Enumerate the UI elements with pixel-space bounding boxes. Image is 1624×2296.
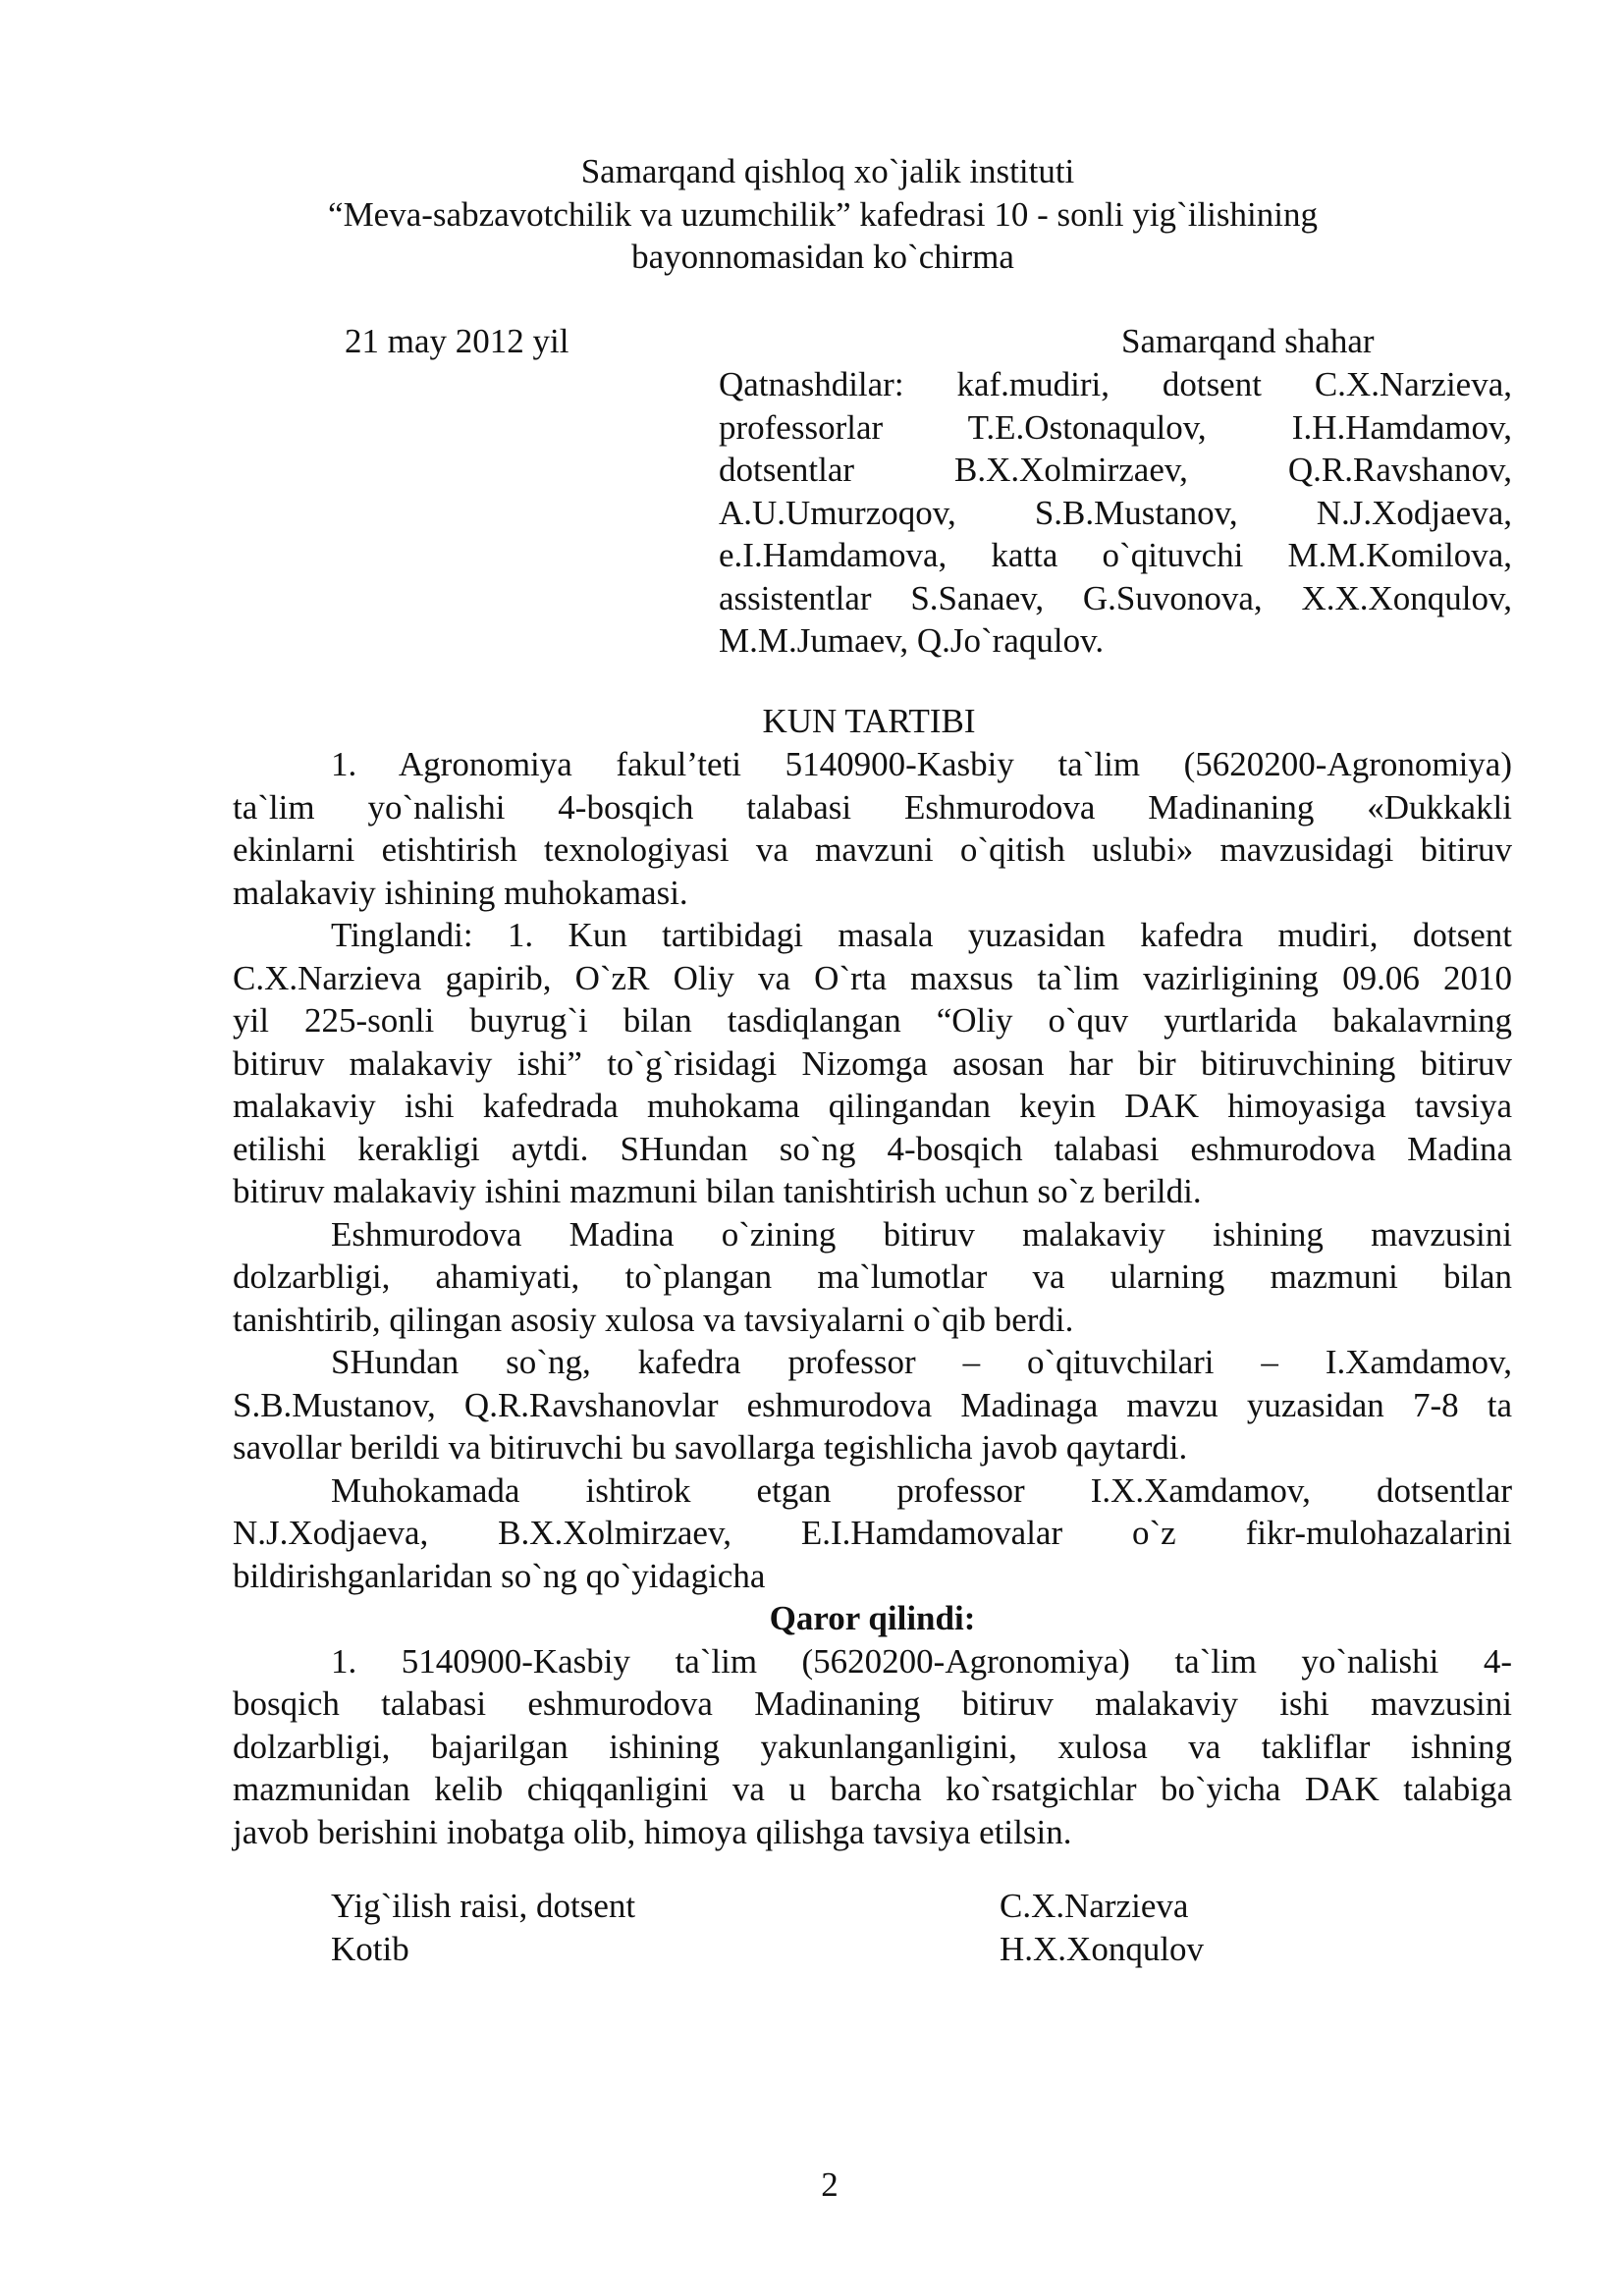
student-paragraph [233,1213,1512,1342]
attendees-line: M.M.Jumaev, Q.Jo`raqulov. [719,621,1105,660]
attendees-list [719,363,1512,663]
meeting-date: 21 may 2012 yil [345,322,569,360]
decision-paragraph [233,1640,1512,1854]
heard-line: Tinglandi: 1. Kun tartibidagi masala yuzasidan kafedra mudiri, dotsent [331,916,1512,954]
heard-line: malakaviy ishi kafedrada muhokama qilingandan keyin DAK himoyasiga tavsiya [233,1087,1512,1125]
questions-paragraph [233,1341,1512,1469]
questions-line: SHundan so`ng, kafedra professor – o`qituvchilari – I.Xamdamov, [331,1343,1512,1381]
agenda-line: ekinlarni etishtirish texnologiyasi va mavzuni o`qitish uslubi» mavzusidagi bitiruv [233,830,1512,869]
agenda-line: 1. Agronomiya fakul’teti 5140900-Kasbiy ta`lim (5620200-Agronomiya) [331,745,1512,783]
attendees-line: e.I.Hamdamova, katta o`qituvchi M.M.Komilova, [719,536,1512,574]
decision-line: bosqich talabasi eshmurodova Madinaning bitiruv malakaviy ishi mavzusini [233,1684,1512,1723]
minutes-body [233,743,1512,1853]
questions-line: savollar berildi va bitiruvchi bu savollarga tegishlicha javob qaytardi. [233,1428,1188,1467]
agenda-paragraph [233,743,1512,914]
attendees-line: assistentlar S.Sanaev, G.Suvonova, X.X.Xonqulov, [719,578,1512,617]
heard-line: bitiruv malakaviy ishi” to`g`risidagi Nizomga asosan har bir bitiruvchining bitiruv [233,1043,1512,1083]
agenda-line: malakaviy ishining muhokamasi. [233,873,688,912]
document-header [0,150,1624,279]
agenda-line: ta`lim yo`nalishi 4-bosqich talabasi Eshmurodova Madinaning «Dukkakli [233,787,1512,827]
secretary-role: Kotib [331,1930,409,1968]
decision-heading: Qaror qilindi: [769,1599,976,1637]
department-meeting-title: “Meva-sabzavotchilik va uzumchilik” kafedrasi 10 - sonli yig`ilishining [328,194,1318,234]
heard-line: bitiruv malakaviy ishini mazmuni bilan tanishtirish uchun so`z berildi. [233,1172,1202,1210]
attendees-line: A.U.Umurzoqov, S.B.Mustanov, N.J.Xodjaeva, [719,493,1512,532]
agenda-heading: KUN TARTIBI [762,702,976,740]
discussion-line: Muhokamada ishtirok etgan professor I.X.Xamdamov, dotsentlar [331,1470,1512,1510]
excerpt-title: bayonnomasidan ko`chirma [631,238,1014,276]
attendees-line: dotsentlar B.X.Xolmirzaev, Q.R.Ravshanov, [719,451,1512,489]
student-line: tanishtirib, qilingan asosiy xulosa va tavsiyalarni o`qib berdi. [233,1300,1074,1339]
student-line: dolzarbligi, ahamiyati, to`plangan ma`lumotlar va ularning mazmuni bilan [233,1257,1512,1296]
heard-line: etilishi kerakligi aytdi. SHundan so`ng 4-bosqich talabasi eshmurodova Madina [233,1129,1512,1168]
discussion-line: N.J.Xodjaeva, B.X.Xolmirzaev, E.I.Hamdamovalar o`z fikr-mulohazalarini [233,1514,1512,1552]
discussion-paragraph [233,1469,1512,1598]
page-number: 2 [821,2165,839,2204]
chair-name: C.X.Narzieva [1000,1887,1189,1925]
meeting-place: Samarqand shahar [1121,322,1375,360]
chair-role: Yig`ilish raisi, dotsent [331,1887,636,1925]
heard-paragraph [233,914,1512,1213]
decision-line: 1. 5140900-Kasbiy ta`lim (5620200-Agronomiya) ta`lim yo`nalishi 4- [331,1641,1512,1681]
student-line: Eshmurodova Madina o`zining bitiruv malakaviy ishining mavzusini [331,1214,1512,1254]
questions-line: S.B.Mustanov, Q.R.Ravshanovlar eshmurodova Madinaga mavzu yuzasidan 7-8 ta [233,1385,1512,1424]
heard-line: yil 225-sonli buyrug`i bilan tasdiqlangan “Oliy o`quv yurtlarida bakalavrning [233,1001,1512,1040]
institute-name: Samarqand qishloq xo`jalik instituti [580,152,1075,190]
decision-line: dolzarbligi, bajarilgan ishining yakunlanganligini, xulosa va takliflar ishning [233,1727,1512,1766]
decision-line: javob berishini inobatga olib, himoya qilishga tavsiya etilsin. [233,1812,1072,1851]
attendees-line: professorlar T.E.Ostonaqulov, I.H.Hamdamov, [719,407,1512,447]
secretary-name: H.X.Xonqulov [1000,1930,1205,1968]
heard-line: C.X.Narzieva gapirib, O`zR Oliy va O`rta maxsus ta`lim vazirligining 09.06 2010 [233,958,1512,997]
attendees-line: Qatnashdilar: kaf.mudiri, dotsent C.X.Narzieva, [719,365,1512,403]
decision-line: mazmunidan kelib chiqqanligini va u barcha ko`rsatgichlar bo`yicha DAK talabiga [233,1770,1512,1808]
discussion-line: bildirishganlaridan so`ng qo`yidagicha [233,1556,766,1595]
